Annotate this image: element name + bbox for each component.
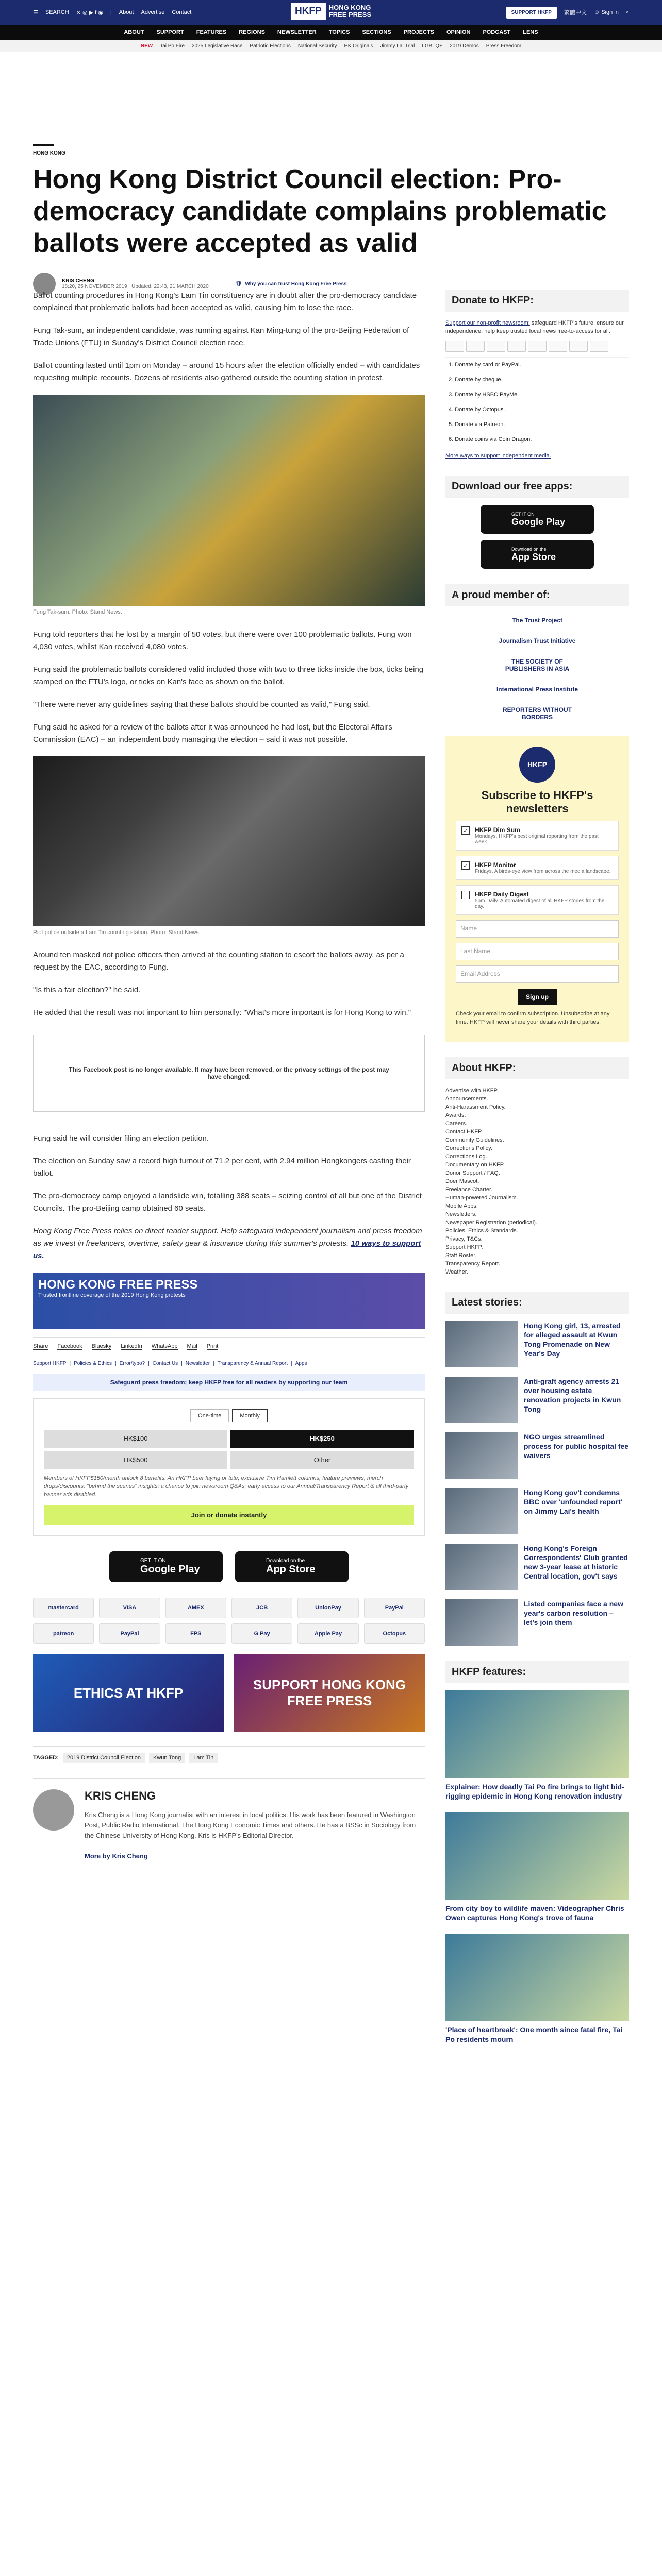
about-link[interactable]: Staff Roster. <box>445 1252 477 1259</box>
gp-label: Google Play <box>140 1564 200 1575</box>
hkfp-promo-banner[interactable] <box>33 1273 425 1329</box>
about-link[interactable]: Corrections Policy. <box>445 1145 492 1151</box>
paragraph: "There were never any guidelines saying that these ballots should be counted as valid," Fung said. <box>33 700 370 709</box>
story-thumbnail[interactable] <box>445 1544 518 1590</box>
nav-features[interactable]: FEATURES <box>196 29 227 36</box>
paragraph: Fung Tak-sum, an independent candidate, was running against Kan Ming-tung of the pro-Beijing Federation of Trade Unions (FTU) in Sunday's District Council election race. <box>33 326 409 347</box>
promo-row <box>33 1654 425 1732</box>
checkbox[interactable]: ✓ <box>461 826 470 835</box>
new-badge: NEW <box>140 43 153 49</box>
about-link[interactable]: Advertise with HKFP. <box>445 1088 499 1094</box>
latest-story[interactable] <box>445 1599 629 1646</box>
feature-headline[interactable]: From city boy to wildlife maven: Videographer Chris Owen captures Hong Kong's trove of fauna <box>445 1904 624 1922</box>
tag-link[interactable]: Jimmy Lai Trial <box>380 43 415 49</box>
support-note-text: Hong Kong Free Press relies on direct reader support. Help safeguard independent journalism and press freedom as we invest in freelancers, overtime, safety gear & insurance during this summer's protests. <box>33 1227 422 1248</box>
author-avatar[interactable] <box>33 1789 74 1831</box>
nav-podcast[interactable]: PODCAST <box>483 29 511 36</box>
about-link[interactable]: Newsletters. <box>445 1211 477 1217</box>
about-link[interactable]: Corrections Log. <box>445 1154 487 1160</box>
trust-link[interactable] <box>236 281 347 287</box>
paragraph: Fung said he will consider filing an election petition. <box>33 1134 209 1143</box>
topbar-link-about[interactable]: About <box>119 9 134 15</box>
nl-opt-desc: 5pm Daily. Automated digest of all HKFP stories from the day. <box>475 898 605 909</box>
about-link[interactable]: Newspaper Registration (periodical). <box>445 1219 537 1226</box>
logo-line1: HONG KONG <box>328 4 371 11</box>
share-bluesky[interactable]: Bluesky <box>91 1343 112 1349</box>
mastercard-icon: mastercard <box>33 1598 94 1618</box>
donate-option[interactable]: 6. Donate coins via Coin Dragon. <box>445 432 629 447</box>
paragraph: Fung told reporters that he lost by a margin of 50 votes, but there were over 100 problematic ballots. Fung won 4,030 votes, whilst Kan received 4,080 votes. <box>33 630 412 651</box>
frequency-toggle <box>44 1409 414 1422</box>
paragraph: Ballot counting lasted until 1pm on Monday – around 15 hours after the election officially ended – with candidates requesting multiple recounts. Dozens of residents also gathered outside the counting station in protest. <box>33 361 420 382</box>
about-link[interactable]: Donor Support / FAQ. <box>445 1170 500 1176</box>
card-icon <box>528 341 547 352</box>
about-link[interactable]: Weather. <box>445 1269 468 1275</box>
shield-icon: 🛡 <box>235 281 242 287</box>
nav-sections[interactable]: SECTIONS <box>362 29 391 36</box>
author-bio: Kris Cheng is a Hong Kong journalist with an interest in local politics. His work has been featured in Washington Post, Public Radio International, The Hong Kong Economic Times and others. He has a BSSc in Sociology from the Chinese University of Hong Kong. Kris is HKFP's Editorial Director. <box>85 1811 416 1839</box>
photo-caption: Riot police outside a Lam Tin counting station. Photo: Stand News. <box>33 929 201 936</box>
latest-story[interactable] <box>445 1488 629 1534</box>
latest-story[interactable] <box>445 1432 629 1479</box>
signup-button[interactable]: Sign up <box>518 989 557 1005</box>
about-link[interactable]: Policies, Ethics & Standards. <box>445 1228 518 1234</box>
footer-link[interactable]: Support HKFP <box>33 1361 67 1366</box>
feature-image[interactable] <box>445 1812 629 1900</box>
tag-link[interactable]: 2025 Legislative Race <box>192 43 243 49</box>
checkbox[interactable] <box>461 891 470 899</box>
patreon-icon: patreon <box>33 1623 94 1644</box>
join-donate-button[interactable]: Join or donate instantly <box>44 1505 414 1525</box>
share-bar <box>33 1337 425 1355</box>
app-store-button[interactable] <box>235 1551 349 1582</box>
support-note <box>33 1225 425 1262</box>
fb-notice: This Facebook post is no longer available. It may have been removed, or the privacy settings of the post may have changed. <box>69 1066 389 1080</box>
about-link[interactable]: Human-powered Journalism. <box>445 1195 518 1201</box>
search-link[interactable]: SEARCH <box>45 9 69 15</box>
name-input[interactable]: Name <box>456 920 619 938</box>
tag-chip[interactable]: Lam Tin <box>189 1753 218 1763</box>
card-icon <box>549 341 567 352</box>
support-link[interactable]: 10 ways to support us. <box>33 1239 421 1260</box>
feature-headline[interactable]: 'Place of heartbreak': One month since fatal fire, Tai Po residents mourn <box>445 2026 623 2043</box>
topbar-right <box>506 7 629 19</box>
latest-story[interactable] <box>445 1321 629 1367</box>
byline-text <box>62 278 209 290</box>
topbar-link-advertise[interactable]: Advertise <box>141 9 165 15</box>
nav-projects[interactable]: PROJECTS <box>403 29 434 36</box>
paypal-icon: PayPal <box>99 1623 160 1644</box>
social-icons[interactable]: ✕ ◎ ▶ f ◉ <box>76 9 103 16</box>
signin-link[interactable] <box>594 9 619 15</box>
about-link[interactable]: Privacy, T&Cs. <box>445 1236 483 1242</box>
paragraph: He added that the result was not important to him personally: "What's more important is for Hong Kong to win." <box>33 1008 411 1017</box>
logo-text <box>329 4 371 19</box>
story-headline[interactable]: Anti-graft agency arrests 21 over housing estate renovation projects in Kwun Tong <box>524 1377 621 1413</box>
visa-icon: VISA <box>99 1598 160 1618</box>
nav-lens[interactable]: LENS <box>523 29 538 36</box>
ipi-logo[interactable]: International Press Institute <box>496 686 578 693</box>
as-label: App Store <box>511 551 556 562</box>
support-promo[interactable]: SUPPORT HONG KONG FREE PRESS <box>234 1654 425 1732</box>
hkfp-logo[interactable] <box>291 3 371 20</box>
tag-link[interactable]: Press Freedom <box>486 43 522 49</box>
card-icon <box>445 341 464 352</box>
about-link[interactable]: Mobile Apps. <box>445 1203 478 1209</box>
hkfp-logo-circle: HKFP <box>519 747 555 783</box>
freq-one-time[interactable]: One-time <box>190 1409 229 1422</box>
topbar-left <box>33 9 191 16</box>
logo-box: HKFP <box>291 3 326 20</box>
donate-option[interactable]: 5. Donate via Patreon. <box>445 417 629 432</box>
amex-icon: AMEX <box>166 1598 226 1618</box>
donation-widget <box>33 1398 425 1536</box>
more-by-author-link[interactable]: More by Kris Cheng <box>85 1852 148 1860</box>
donate-option[interactable]: 1. Donate by card or PayPal. <box>445 357 629 372</box>
newsletter-option[interactable] <box>456 885 619 915</box>
gp-small: GET IT ON <box>511 511 535 517</box>
card-icon <box>569 341 588 352</box>
donate-option[interactable]: 3. Donate by HSBC PayMe. <box>445 387 629 402</box>
story-headline[interactable]: Listed companies face a new year's carbon resolution – let's join them <box>524 1600 623 1626</box>
banner-sub: Trusted frontline coverage of the 2019 Hong Kong protests <box>38 1292 186 1298</box>
app-store-row <box>33 1551 425 1582</box>
more-ways-wrap <box>445 452 629 460</box>
gpay-icon: G Pay <box>231 1623 292 1644</box>
paragraph: "Is this a fair election?" he said. <box>33 986 141 994</box>
main-nav <box>0 25 662 40</box>
nav-regions[interactable]: REGIONS <box>239 29 265 36</box>
author-box-name[interactable]: KRIS CHENG <box>85 1789 156 1802</box>
donate-text-link[interactable]: Support our non-profit newsroom: <box>445 320 530 326</box>
latest-story[interactable] <box>445 1377 629 1423</box>
tag-chip[interactable]: Kwun Tong <box>149 1753 185 1763</box>
footer-link[interactable]: Error/typo? <box>119 1361 145 1366</box>
support-hkfp-button[interactable]: SUPPORT HKFP <box>506 7 557 19</box>
nl-opt-desc: Mondays. HKFP's best original reporting from the past week. <box>475 834 599 845</box>
paragraph: Fung said he asked for a review of the ballots after it was announced he had lost, but the Electoral Affairs Commission (EAC) – an independent body managing the election – said it was not possible. <box>33 723 392 744</box>
about-link[interactable]: Transparency Report. <box>445 1261 500 1267</box>
sidebar <box>445 290 629 2055</box>
paragraph: Ballot counting procedures in Hong Kong's Lam Tin constituency are in doubt after the pro-democracy candidate complained that problematic ballots had been accepted as valid, causing him to lose the race. <box>33 291 417 312</box>
unionpay-icon: UnionPay <box>297 1598 358 1618</box>
nav-topics[interactable]: TOPICS <box>328 29 350 36</box>
footer-link[interactable]: Transparency & Annual Report <box>217 1361 288 1366</box>
payment-methods <box>33 1598 425 1644</box>
as-label: App Store <box>266 1564 316 1575</box>
footer-link[interactable]: Newsletter <box>185 1361 210 1366</box>
amount-option[interactable]: HK$100 <box>44 1430 227 1448</box>
donate-text <box>445 319 629 335</box>
story-headline[interactable]: Hong Kong gov't condemns BBC over 'unfounded report' on Jimmy Lai's health <box>524 1488 622 1515</box>
tag-link[interactable]: Tai Po Fire <box>160 43 185 49</box>
share-linkedin[interactable]: LinkedIn <box>121 1343 142 1349</box>
about-link[interactable]: Freelance Charter. <box>445 1187 493 1193</box>
newsletter-option[interactable] <box>456 821 619 851</box>
features-heading: HKFP features: <box>445 1661 629 1683</box>
about-link[interactable]: Support HKFP. <box>445 1244 483 1250</box>
amount-option-other[interactable]: Other <box>230 1451 414 1469</box>
footer-link[interactable]: Contact Us <box>152 1361 178 1366</box>
newsletter-title: Subscribe to HKFP's newsletters <box>481 789 593 815</box>
paragraph: The election on Sunday saw a record high turnout of 71.2 per cent, with 2.94 million Hongkongers casting their ballot. <box>33 1157 411 1178</box>
story-thumbnail[interactable] <box>445 1321 518 1367</box>
footer-link[interactable]: Policies & Ethics <box>74 1361 112 1366</box>
newsletter-option[interactable] <box>456 856 619 880</box>
latest-heading: Latest stories: <box>445 1292 629 1314</box>
menu-icon[interactable]: ☰ <box>33 9 38 16</box>
feature-image[interactable] <box>445 1690 629 1778</box>
card-logos <box>445 341 629 352</box>
nl-opt-title: HKFP Monitor <box>475 861 516 869</box>
tag-chip[interactable]: 2019 District Council Election <box>63 1753 145 1763</box>
share-mail[interactable]: Mail <box>187 1343 197 1349</box>
nav-opinion[interactable]: OPINION <box>446 29 471 36</box>
features-list <box>445 1690 629 2044</box>
app-store-button[interactable] <box>481 540 594 569</box>
google-play-button[interactable] <box>481 505 594 534</box>
donate-heading: Donate to HKFP: <box>445 290 629 312</box>
tag-link[interactable]: Patriotic Elections <box>250 43 291 49</box>
applepay-icon: Apple Pay <box>297 1623 358 1644</box>
gp-label: Google Play <box>511 516 566 527</box>
donate-text-body: safeguard HKFP's future, ensure our independence, help keep trusted local news free-to-access for all. <box>445 320 624 334</box>
feature-image[interactable] <box>445 1934 629 2021</box>
trust-project-logo[interactable]: The Trust Project <box>511 617 563 624</box>
tagged-label: TAGGED: <box>33 1755 59 1761</box>
nl-opt-title: HKFP Dim Sum <box>475 826 520 834</box>
about-link[interactable]: Doer Mascot. <box>445 1178 479 1184</box>
search-icon[interactable]: ⌕ <box>625 9 629 15</box>
rsf-logo[interactable]: REPORTERS WITHOUT BORDERS <box>503 706 572 721</box>
story-thumbnail[interactable] <box>445 1488 518 1534</box>
language-link[interactable]: 繁體中文 <box>564 10 587 16</box>
about-link[interactable]: Anti-Harassment Policy. <box>445 1104 506 1110</box>
card-icon <box>507 341 526 352</box>
gp-small: GET IT ON <box>140 1558 166 1564</box>
nl-opt-title: HKFP Daily Digest <box>475 891 529 898</box>
memberships <box>445 617 629 721</box>
logo-line2: FREE PRESS <box>328 11 372 19</box>
nav-support[interactable]: SUPPORT <box>156 29 184 36</box>
nav-newsletter[interactable]: NEWSLETTER <box>277 29 317 36</box>
email-input[interactable]: Email Address <box>456 965 619 983</box>
tag-link[interactable]: National Security <box>297 43 337 49</box>
footer-link[interactable]: Apps <box>295 1361 307 1366</box>
author-name[interactable]: KRIS CHENG <box>62 278 94 284</box>
story-thumbnail[interactable] <box>445 1377 518 1423</box>
tag-link[interactable]: LGBTQ+ <box>422 43 443 49</box>
latest-story[interactable] <box>445 1544 629 1590</box>
article-category[interactable]: HONG KONG <box>33 144 54 156</box>
paypal-icon: PayPal <box>364 1598 425 1618</box>
share-label[interactable]: Share <box>33 1343 48 1349</box>
photo-caption: Fung Tak-sum. Photo: Stand News. <box>33 609 122 615</box>
card-icon <box>590 341 608 352</box>
about-link[interactable]: Documentary on HKFP. <box>445 1162 505 1168</box>
signin-label: Sign in <box>601 9 619 15</box>
ethics-promo[interactable]: ETHICS AT HKFP <box>33 1654 224 1732</box>
story-thumbnail[interactable] <box>445 1432 518 1479</box>
tagged-row <box>33 1746 425 1763</box>
latest-stories <box>445 1321 629 1646</box>
sopa-logo[interactable]: THE SOCIETY OF PUBLISHERS IN ASIA <box>505 658 570 672</box>
amount-option-selected[interactable]: HK$250 <box>230 1430 414 1448</box>
feature-story[interactable] <box>445 1934 629 2044</box>
about-heading: About HKFP: <box>445 1057 629 1079</box>
article-title: Hong Kong District Council election: Pro-democracy candidate complains problematic ballots were accepted as valid <box>33 164 607 258</box>
about-link[interactable]: Announcements. <box>445 1096 488 1102</box>
tag-link[interactable]: HK Originals <box>344 43 373 49</box>
banner-title: HONG KONG FREE PRESS <box>38 1278 198 1292</box>
donate-option[interactable]: 2. Donate by cheque. <box>445 372 629 387</box>
about-link[interactable]: Contact HKFP. <box>445 1129 483 1135</box>
article-photo[interactable] <box>33 756 425 926</box>
donate-options <box>445 357 629 447</box>
octopus-icon: Octopus <box>364 1623 425 1644</box>
feature-story[interactable] <box>445 1690 629 1801</box>
card-icon <box>466 341 485 352</box>
about-links <box>445 1087 629 1276</box>
article-photo[interactable] <box>33 395 425 606</box>
nav-about[interactable]: ABOUT <box>124 29 144 36</box>
amount-options <box>44 1430 414 1469</box>
jcb-icon: JCB <box>231 1598 292 1618</box>
user-icon: ☺ <box>593 9 602 15</box>
checkbox[interactable]: ✓ <box>461 861 470 870</box>
page-content <box>33 52 629 2043</box>
google-play-button[interactable] <box>109 1551 223 1582</box>
feature-headline[interactable]: Explainer: How deadly Tai Po fire brings to light bid-rigging epidemic in Hong Kong renovation industry <box>445 1783 624 1800</box>
freq-monthly[interactable]: Monthly <box>232 1409 268 1422</box>
fps-icon: FPS <box>166 1623 226 1644</box>
proud-heading: A proud member of: <box>445 584 629 606</box>
donate-option[interactable]: 4. Donate by Octopus. <box>445 402 629 417</box>
story-headline[interactable]: NGO urges streamlined process for public hospital fee waivers <box>524 1433 629 1460</box>
story-headline[interactable]: Hong Kong's Foreign Correspondents' Club granted new 3-year lease at historic Central location, gov't says <box>524 1544 628 1580</box>
footer-links: Support HKFP | Policies & Ethics | Error/typo? | Contact Us | Newsletter | Transparency & Annual Report | Apps <box>33 1361 307 1366</box>
paragraph: Fung said the problematic ballots considered valid included those with two to three ticks inside the box, ticks being stamped on the FTU's logo, or ticks on Kan's face as shown on the ballot. <box>33 665 424 686</box>
top-bar <box>0 0 662 25</box>
about-link[interactable]: Community Guidelines. <box>445 1137 504 1143</box>
author-box <box>33 1778 425 1872</box>
divider: | <box>110 9 112 15</box>
nl-opt-desc: Fridays. A birds-eye view from across the media landscape. <box>475 869 611 874</box>
trust-label: Why you can trust Hong Kong Free Press <box>245 281 347 287</box>
as-small: Download on the <box>266 1558 305 1564</box>
article-body <box>33 290 425 1872</box>
paragraph: The pro-democracy camp enjoyed a landslide win, totalling 388 seats – seizing control of all but one of the District Councils. The pro-Beijing camp obtained 60 seats. <box>33 1192 422 1213</box>
member-benefits: Members of HKFP$150/month unlock 8 benefits: An HKFP beer laying or tote; exclusive Tim Hamlett columns; feature previews; merch drops/discounts; "behind the scenes" insights; a chance to join newsroom Q&As; early access to our Annual/Transparency Report & all third-party banner ads disabled. <box>44 1475 409 1498</box>
facebook-embed-unavailable <box>33 1035 425 1112</box>
tag-link[interactable]: 2019 Demos <box>450 43 479 49</box>
feature-story[interactable] <box>445 1812 629 1922</box>
as-small: Download on the <box>511 546 547 552</box>
story-thumbnail[interactable] <box>445 1599 518 1646</box>
publish-date: 18:20, 25 NOVEMBER 2019 <box>62 284 127 290</box>
newsletter-note: Check your email to confirm subscription. Unsubscribe at any time. HKFP will never share your details with third parties. <box>456 1011 610 1025</box>
share-print[interactable]: Print <box>206 1343 219 1349</box>
paragraph: Around ten masked riot police officers then arrived at the counting station to escort the ballots away, as per a request by the EAC, according to Fung. <box>33 951 404 972</box>
jti-logo[interactable]: Journalism Trust Initiative <box>499 637 576 645</box>
trending-tags-bar <box>0 40 662 52</box>
newsletter-signup <box>445 736 629 1042</box>
last-name-input[interactable]: Last Name <box>456 943 619 960</box>
about-link[interactable]: Awards. <box>445 1112 466 1118</box>
apps-heading: Download our free apps: <box>445 476 629 498</box>
card-icon <box>487 341 505 352</box>
topbar-link-contact[interactable]: Contact <box>172 9 192 15</box>
amount-option[interactable]: HK$500 <box>44 1451 227 1469</box>
about-link[interactable]: Careers. <box>445 1121 468 1127</box>
story-headline[interactable]: Hong Kong girl, 13, arrested for alleged assault at Kwun Tong Promenade on New Year's Day <box>524 1321 621 1358</box>
share-whatsapp[interactable]: WhatsApp <box>151 1343 178 1349</box>
updated-date: Updated: 22:43, 21 MARCH 2020 <box>131 284 209 290</box>
share-facebook[interactable]: Facebook <box>57 1343 82 1349</box>
more-ways-link[interactable]: More ways to support independent media. <box>445 453 551 459</box>
safeguard-banner: Safeguard press freedom; keep HKFP free for all readers by supporting our team <box>33 1374 425 1391</box>
